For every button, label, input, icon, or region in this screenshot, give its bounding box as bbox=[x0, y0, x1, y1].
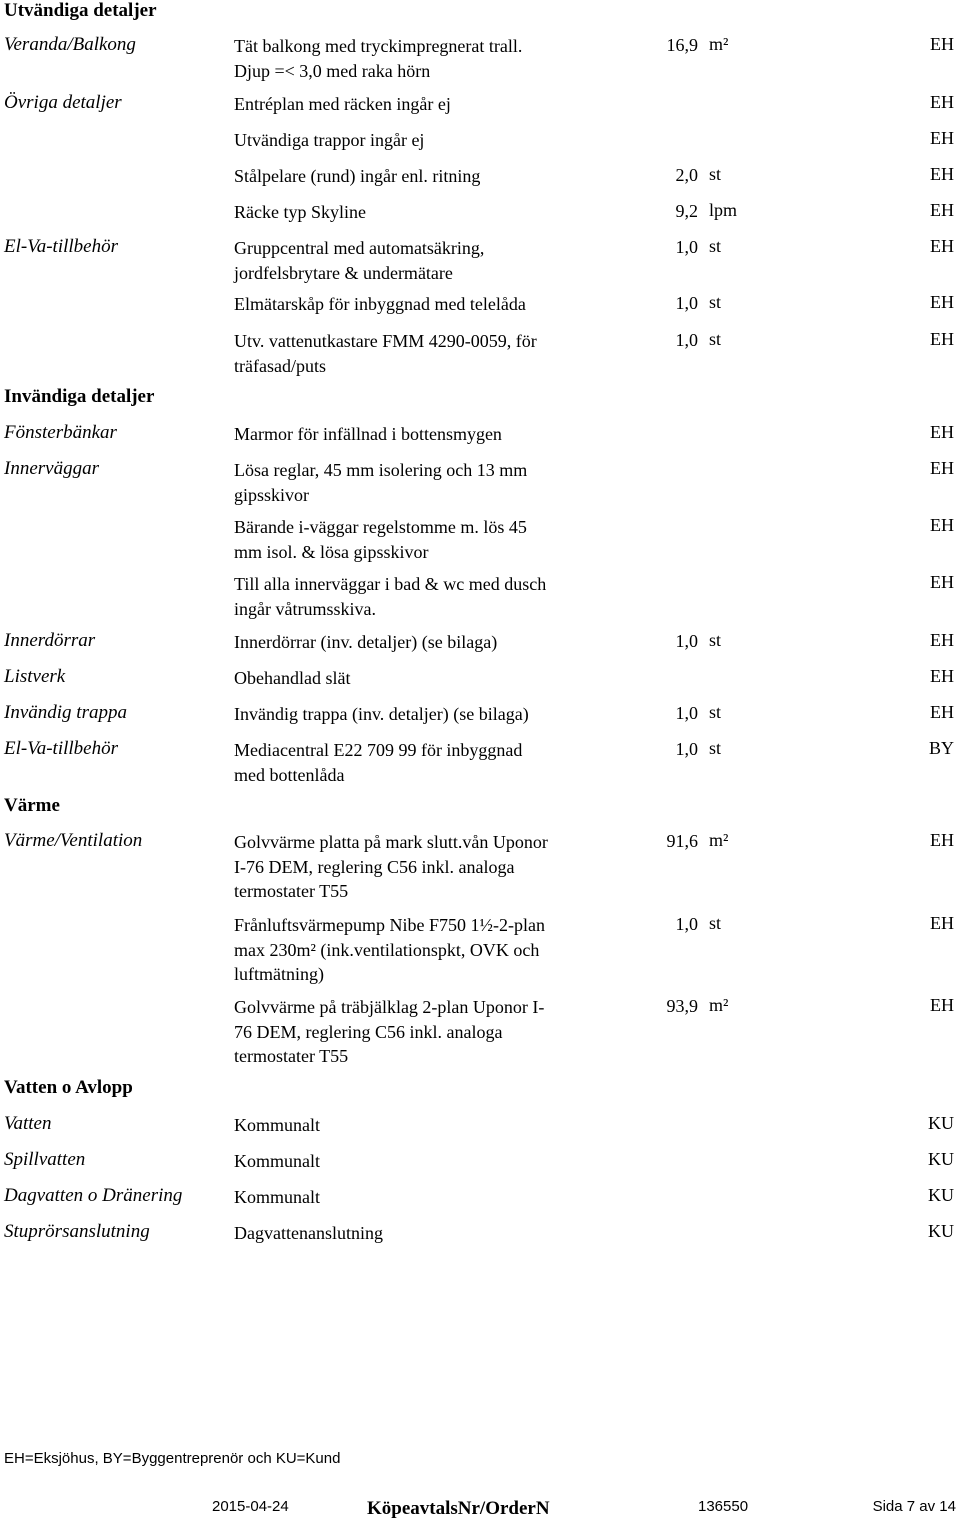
section-heading-varme: Värme bbox=[4, 795, 60, 816]
row-description-line: med bottenlåda bbox=[234, 764, 345, 785]
row-responsible: EH bbox=[930, 422, 954, 442]
row-description bbox=[234, 292, 604, 317]
row-description-line: Räcke typ Skyline bbox=[234, 202, 366, 222]
row-description-line: Entréplan med räcken ingår ej bbox=[234, 94, 451, 114]
row-description-line: Golvvärme platta på mark slutt.vån Uponor bbox=[234, 832, 548, 852]
row-responsible: EH bbox=[930, 995, 954, 1015]
footer-order-label: KöpeavtalsNr/OrderN bbox=[367, 1498, 550, 1519]
row-responsible: EH bbox=[930, 92, 954, 112]
row-quantity: 1,0 bbox=[675, 293, 698, 313]
row-description-line: Lösa reglar, 45 mm isolering och 13 mm bbox=[234, 460, 528, 480]
footer-page-number: Sida 7 av 14 bbox=[872, 1498, 956, 1515]
row-label: Listverk bbox=[4, 666, 66, 687]
row-label: Innerdörrar bbox=[4, 630, 96, 651]
row-unit: m² bbox=[709, 995, 729, 1015]
row-responsible: EH bbox=[930, 292, 954, 312]
row-description-line: Djup =< 3,0 med raka hörn bbox=[234, 60, 431, 81]
row-responsible: EH bbox=[930, 458, 954, 478]
section-heading-invandiga: Invändiga detaljer bbox=[4, 386, 155, 407]
row-description bbox=[234, 830, 604, 904]
row-responsible: EH bbox=[930, 666, 954, 686]
row-description bbox=[234, 913, 604, 987]
footer-order-number: 136550 bbox=[698, 1498, 749, 1515]
row-quantity: 16,9 bbox=[666, 35, 698, 55]
row-label: Dagvatten o Dränering bbox=[4, 1185, 183, 1206]
row-unit: st bbox=[709, 292, 722, 312]
row-quantity: 1,0 bbox=[675, 631, 698, 651]
row-responsible: EH bbox=[930, 830, 954, 850]
row-unit: st bbox=[709, 164, 722, 184]
row-description-line: Tät balkong med tryckimpregnerat trall. bbox=[234, 36, 523, 56]
row-description bbox=[234, 666, 604, 691]
row-description-line: Stålpelare (rund) ingår enl. ritning bbox=[234, 166, 481, 186]
row-description-line: ingår våtrumsskiva. bbox=[234, 598, 376, 619]
row-responsible: KU bbox=[928, 1185, 954, 1205]
row-description bbox=[234, 422, 604, 447]
row-description-line: Gruppcentral med automatsäkring, bbox=[234, 238, 485, 258]
row-label: Innerväggar bbox=[4, 458, 99, 479]
footer-date: 2015-04-24 bbox=[212, 1498, 289, 1515]
row-label: Veranda/Balkong bbox=[4, 34, 136, 55]
row-description bbox=[234, 128, 604, 153]
row-responsible: EH bbox=[930, 630, 954, 650]
row-description-line: Utv. vattenutkastare FMM 4290-0059, för bbox=[234, 331, 537, 351]
section-heading-utvandiga: Utvändiga detaljer bbox=[4, 0, 157, 21]
row-description bbox=[234, 738, 604, 787]
row-responsible: BY bbox=[928, 738, 954, 758]
row-label: Övriga detaljer bbox=[4, 92, 122, 113]
row-description-line: mm isol. & lösa gipsskivor bbox=[234, 541, 429, 562]
row-responsible: EH bbox=[930, 572, 954, 592]
row-unit: st bbox=[709, 702, 722, 722]
row-description bbox=[234, 702, 604, 727]
row-description-line: Kommunalt bbox=[234, 1115, 320, 1135]
row-description-line: Obehandlad slät bbox=[234, 668, 351, 688]
row-description-line: Frånluftsvärmepump Nibe F750 1½-2-plan bbox=[234, 915, 545, 935]
row-description bbox=[234, 236, 604, 285]
row-quantity: 1,0 bbox=[675, 237, 698, 257]
row-description-line: Mediacentral E22 709 99 för inbyggnad bbox=[234, 740, 523, 760]
row-description bbox=[234, 630, 604, 655]
row-description bbox=[234, 1221, 604, 1246]
row-label: Spillvatten bbox=[4, 1149, 86, 1170]
row-unit: st bbox=[709, 329, 722, 349]
row-description-line: I-76 DEM, reglering C56 inkl. analoga bbox=[234, 856, 515, 877]
row-description-line: termostater T55 bbox=[234, 1046, 349, 1066]
row-unit: st bbox=[709, 630, 722, 650]
row-quantity: 1,0 bbox=[675, 914, 698, 934]
row-description-line: Bärande i-väggar regelstomme m. lös 45 bbox=[234, 517, 527, 537]
row-responsible: EH bbox=[930, 515, 954, 535]
row-description bbox=[234, 200, 604, 225]
row-description-line: Marmor för infällnad i bottensmygen bbox=[234, 424, 502, 444]
row-quantity: 9,2 bbox=[675, 201, 698, 221]
row-label: Fönsterbänkar bbox=[4, 422, 117, 443]
row-quantity: 1,0 bbox=[675, 703, 698, 723]
row-description bbox=[234, 458, 604, 507]
row-description-line: träfasad/puts bbox=[234, 355, 326, 376]
row-description bbox=[234, 995, 604, 1069]
row-description bbox=[234, 34, 604, 83]
row-quantity: 1,0 bbox=[675, 739, 698, 759]
row-description bbox=[234, 329, 604, 378]
row-responsible: EH bbox=[930, 702, 954, 722]
row-unit: m² bbox=[709, 830, 729, 850]
row-description bbox=[234, 1149, 604, 1174]
row-unit: lpm bbox=[709, 200, 738, 220]
row-description-line: gipsskivor bbox=[234, 484, 310, 505]
row-label: Vatten bbox=[4, 1113, 52, 1134]
row-description-line: Utvändiga trappor ingår ej bbox=[234, 130, 425, 150]
row-responsible: EH bbox=[930, 913, 954, 933]
row-unit: st bbox=[709, 913, 722, 933]
row-responsible: EH bbox=[930, 236, 954, 256]
row-responsible: KU bbox=[928, 1221, 954, 1241]
row-description-line: Innerdörrar (inv. detaljer) (se bilaga) bbox=[234, 632, 498, 652]
row-description bbox=[234, 572, 604, 621]
section-heading-vatten: Vatten o Avlopp bbox=[4, 1077, 133, 1098]
row-responsible: KU bbox=[928, 1113, 954, 1133]
row-responsible: EH bbox=[930, 329, 954, 349]
row-unit: m² bbox=[709, 34, 729, 54]
row-label: Stuprörsanslutning bbox=[4, 1221, 150, 1242]
row-label: El-Va-tillbehör bbox=[4, 236, 118, 257]
row-description bbox=[234, 515, 604, 564]
row-description bbox=[234, 1113, 604, 1138]
row-description-line: max 230m² (ink.ventilationspkt, OVK och bbox=[234, 939, 540, 960]
row-description bbox=[234, 92, 604, 117]
row-description-line: Kommunalt bbox=[234, 1151, 320, 1171]
row-responsible: EH bbox=[930, 200, 954, 220]
row-description-line: jordfelsbrytare & undermätare bbox=[234, 262, 453, 283]
row-description bbox=[234, 1185, 604, 1210]
footer-legend: EH=Eksjöhus, BY=Byggentreprenör och KU=Kund bbox=[4, 1450, 341, 1467]
row-description-line: termostater T55 bbox=[234, 881, 349, 901]
row-quantity: 1,0 bbox=[675, 330, 698, 350]
row-description-line: Invändig trappa (inv. detaljer) (se bilaga) bbox=[234, 704, 529, 724]
row-description-line: Elmätarskåp för inbyggnad med telelåda bbox=[234, 294, 526, 314]
row-unit: st bbox=[709, 738, 722, 758]
row-description-line: 76 DEM, reglering C56 inkl. analoga bbox=[234, 1021, 503, 1042]
row-quantity: 2,0 bbox=[675, 165, 698, 185]
row-description-line: Till alla innerväggar i bad & wc med dusch bbox=[234, 574, 547, 594]
row-quantity: 93,9 bbox=[666, 996, 698, 1016]
row-label: Invändig trappa bbox=[4, 702, 127, 723]
row-description-line: luftmätning) bbox=[234, 964, 324, 984]
row-description bbox=[234, 164, 604, 189]
row-responsible: KU bbox=[928, 1149, 954, 1169]
row-responsible: EH bbox=[930, 128, 954, 148]
row-description-line: Golvvärme på träbjälklag 2-plan Uponor I- bbox=[234, 997, 545, 1017]
row-label: Värme/Ventilation bbox=[4, 830, 143, 851]
row-description-line: Dagvattenanslutning bbox=[234, 1223, 383, 1243]
row-description-line: Kommunalt bbox=[234, 1187, 320, 1207]
row-quantity: 91,6 bbox=[666, 831, 698, 851]
row-responsible: EH bbox=[930, 164, 954, 184]
row-unit: st bbox=[709, 236, 722, 256]
row-label: El-Va-tillbehör bbox=[4, 738, 118, 759]
row-responsible: EH bbox=[930, 34, 954, 54]
